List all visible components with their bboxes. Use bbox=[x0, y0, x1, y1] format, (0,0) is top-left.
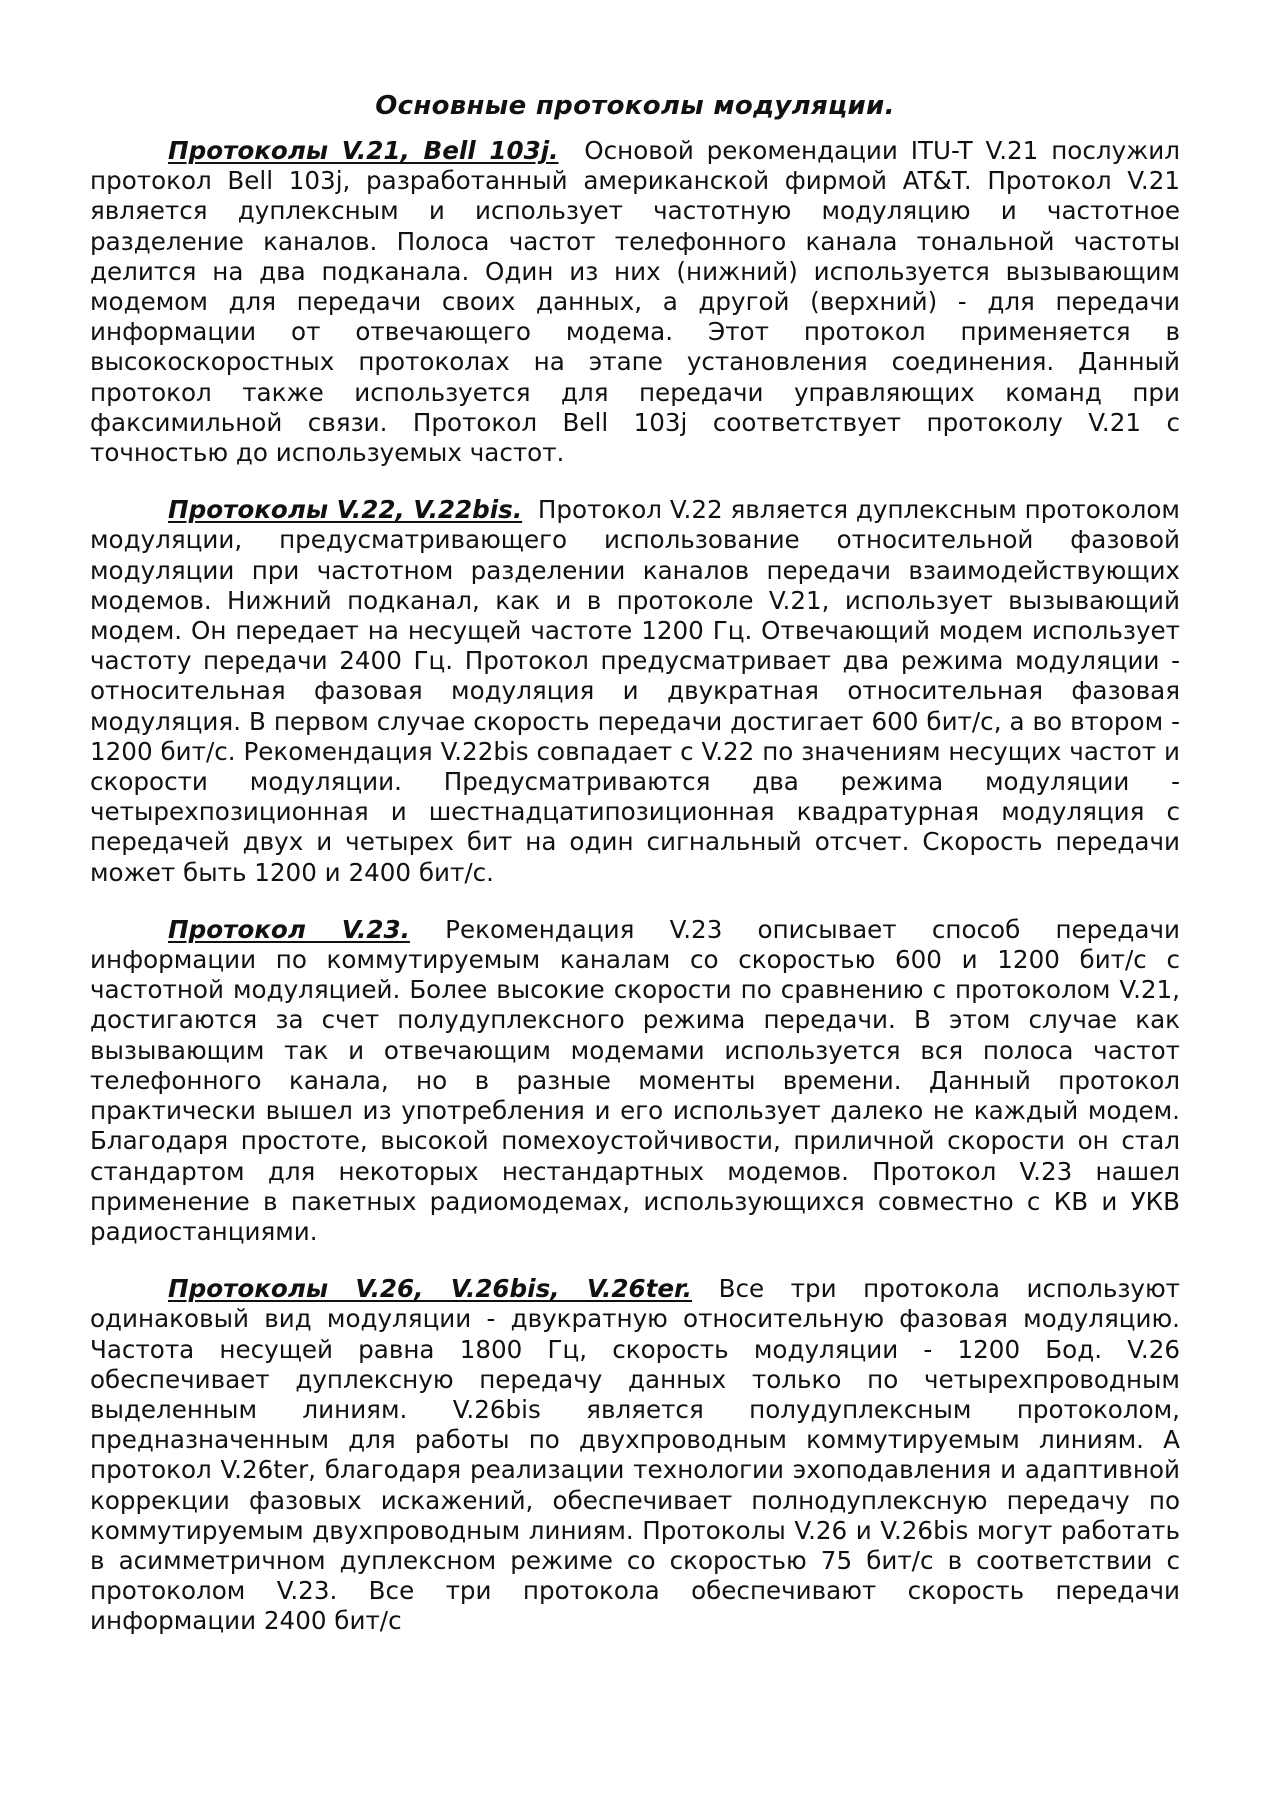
section-v23 bbox=[90, 915, 1180, 1247]
section-body-v23: Рекомендация V.23 описывает способ передачи информации по коммутируемым каналам со скоростью 600 и 1200 бит/с с частотной модуляцией. Более высокие скорости по сравнению с протоколом V.21, достигаются за счет полудуплексного режима передачи. В этом случае как вызывающим так и отвечающим модемами используется вся полоса частот телефонного канала, но в разные моменты времени. Данный протокол практически вышел из употребления и его использует далеко не каждый модем. Благодаря простоте, высокой помехоустойчивости, приличной скорости он стал стандартом для некоторых нестандартных модемов. Протокол V.23 нашел применение в пакетных радиомодемах, использующихся совместно с КВ и УКВ радиостанциями. bbox=[90, 914, 1180, 1246]
section-heading-v23: Протокол V.23. bbox=[168, 914, 410, 944]
section-v26 bbox=[90, 1274, 1180, 1636]
section-body-v26: Все три протокола используют одинаковый вид модуляции - двукратную относительную фазовая модуляцию. Частота несущей равна 1800 Гц, скорость модуляции - 1200 Бод. V.26 обеспечивает дуплексную передачу данных только по четырехпроводным выделенным линиям. V.26bis является полудуплексным протоколом, предназначенным для работы по двухпроводным коммутируемым линиям. А протокол V.26ter, благодаря реализации технологии эхоподавления и адаптивной коррекции фазовых искажений, обеспечивает полнодуплексную передачу по коммутируемым двухпроводным линиям. Протоколы V.26 и V.26bis могут работать в асимметричном дуплексном режиме со скоростью 75 бит/с в соответствии с протоколом V.23. Все три протокола обеспечивают скорость передачи информации 2400 бит/с bbox=[90, 1274, 1180, 1636]
section-heading-v21: Протоколы V.21, Bell 103j. bbox=[168, 136, 559, 165]
section-body-v22: Протокол V.22 является дуплексным протоколом модуляции, предусматривающего использование относительной фазовой модуляции при частотном разделении каналов передачи взаимодействующих модемов. Нижний подканал, как и в протоколе V.21, использует вызывающий модем. Он передает на несущей частоте 1200 Гц. Отвечающий модем использует частоту передачи 2400 Гц. Протокол предусматривает два режима модуляции - относительная фазовая модуляция и двукратная относительная фазовая модуляция. В первом случае скорость передачи достигает 600 бит/с, а во втором - 1200 бит/с. Рекомендация V.22bis совпадает с V.22 по значениям несущих частот и скорости модуляции. Предусматриваются два режима модуляции - четырехпозиционная и шестнадцатипозиционная квадратурная модуляция с передачей двух и четырех бит на один сигнальный отсчет. Скорость передачи может быть 1200 и 2400 бит/с. bbox=[90, 495, 1180, 887]
section-v22 bbox=[90, 495, 1180, 888]
document-page bbox=[90, 88, 1180, 1664]
section-body-v21: Основой рекомендации ITU-T V.21 послужил протокол Bell 103j, разработанный американской фирмой AT&T. Протокол V.21 является дуплексным и использует частотную модуляцию и частотное разделение каналов. Полоса частот телефонного канала тональной частоты делится на два подканала. Один из них (нижний) используется вызывающим модемом для передачи своих данных, а другой (верхний) - для передачи информации от отвечающего модема. Этот протокол применяется в высокоскоростных протоколах на этапе установления соединения. Данный протокол также используется для передачи управляющих команд при факсимильной связи. Протокол Bell 103j соответствует протоколу V.21 с точностью до используемых частот. bbox=[90, 136, 1180, 468]
section-heading-v26: Протоколы V.26, V.26bis, V.26ter. bbox=[168, 1274, 693, 1304]
section-heading-v22: Протоколы V.22, V.22bis. bbox=[168, 495, 523, 525]
document-title: Основные протоколы модуляции. bbox=[375, 91, 895, 121]
section-v21 bbox=[90, 136, 1180, 468]
